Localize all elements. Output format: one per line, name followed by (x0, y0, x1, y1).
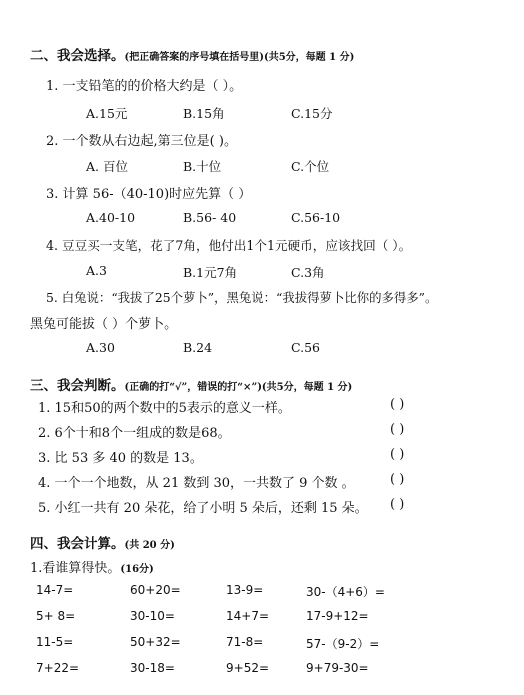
option-2-4-b: B.1元7角 (183, 265, 238, 280)
section-3-title: 三、我会判断。 (30, 378, 125, 394)
question-2-2: 2. 一个数从右边起,第三位是( )。 (46, 134, 237, 149)
calc-subheader (30, 557, 154, 576)
question-2-3: 3. 计算 56-（40-10)时应先算（ ） (46, 187, 252, 202)
option-2-2-c: C.个位 (291, 159, 330, 174)
calc-problem-r1c1: 14-7= (36, 583, 74, 597)
calc-problem-r2c4: 17-9+12= (306, 609, 369, 623)
calc-problem-r4c1: 7+22= (36, 661, 80, 675)
question-2-1: 1. 一支铅笔的的价格大约是（ ）。 (46, 79, 243, 94)
calc-problem-r3c4: 57-（9-2）= (306, 637, 380, 651)
option-2-1-a: A.15元 (86, 106, 128, 121)
calc-problem-r1c3: 13-9= (226, 583, 264, 597)
judge-item-5: 5. 小红一共有 20 朵花，给了小明 5 朵后，还剩 15 朵。 (38, 501, 368, 516)
option-2-3-c: C.56-10 (291, 210, 341, 225)
section-4-note: (共 20 分) (124, 540, 175, 551)
section-4-title: 四、我会计算。 (30, 536, 125, 552)
question-2-5-line2: 黑兔可能拔（ ）个萝卜。 (30, 317, 178, 332)
calc-problem-r4c4: 9+79-30= (306, 661, 369, 675)
judge-item-1: 1. 15和50的两个数中的5表示的意义一样。 (38, 401, 291, 416)
section-4-header (30, 532, 175, 552)
option-2-2-b: B.十位 (183, 159, 222, 174)
calc-sub-title: 1.看谁算得快。 (30, 561, 121, 576)
option-2-3-b: B.56- 40 (183, 210, 237, 225)
calc-problem-r2c1: 5+ 8= (36, 609, 76, 623)
judge-answer-2[interactable]: ( ) (390, 422, 405, 437)
judge-answer-3[interactable]: ( ) (390, 447, 405, 462)
calc-problem-r2c3: 14+7= (226, 609, 270, 623)
question-2-5: 5. 白兔说：“我拔了25个萝卜”，黑兔说：“我拔得萝卜比你的多得多”。 (46, 290, 438, 305)
section-3-note: (正确的打“√”，错误的打“×”)(共5分，每题 1 分) (124, 382, 353, 393)
option-2-5-a: A.30 (86, 340, 115, 355)
option-2-1-c: C.15分 (291, 106, 333, 121)
option-2-5-c: C.56 (291, 340, 320, 355)
judge-item-2: 2. 6个十和8个一组成的数是68。 (38, 426, 231, 441)
section-2-title: 二、我会选择。 (30, 48, 125, 64)
option-2-1-b: B.15角 (183, 106, 225, 121)
calc-problem-r3c3: 71-8= (226, 635, 264, 649)
option-2-5-b: B.24 (183, 340, 213, 355)
option-2-2-a: A. 百位 (86, 159, 128, 174)
section-3-header (30, 374, 352, 394)
calc-problem-r2c2: 30-10= (130, 609, 175, 623)
option-2-4-a: A.3 (86, 263, 107, 278)
section-2-note: (把正确答案的序号填在括号里)(共5分，每题 1 分) (124, 52, 355, 63)
judge-item-3: 3. 比 53 多 40 的数是 13。 (38, 451, 203, 466)
question-2-4: 4. 豆豆买一支笔，花了7角，他付出1个1元硬币，应该找回（ ）。 (46, 238, 412, 253)
option-2-4-c: C.3角 (291, 265, 325, 280)
option-2-3-a: A.40-10 (86, 210, 136, 225)
judge-answer-4[interactable]: ( ) (390, 472, 405, 487)
calc-problem-r4c3: 9+52= (226, 661, 270, 675)
calc-problem-r1c4: 30-（4+6）= (306, 585, 385, 599)
calc-sub-note: (16分) (120, 564, 154, 575)
judge-answer-5[interactable]: ( ) (390, 497, 405, 512)
calc-problem-r3c2: 50+32= (130, 635, 181, 649)
calc-problem-r4c2: 30-18= (130, 661, 175, 675)
calc-problem-r3c1: 11-5= (36, 635, 74, 649)
calc-problem-r1c2: 60+20= (130, 583, 181, 597)
section-2-header (30, 44, 354, 64)
judge-item-4: 4. 一个一个地数，从 21 数到 30，一共数了 9 个数 。 (38, 476, 355, 491)
judge-answer-1[interactable]: ( ) (390, 397, 405, 412)
